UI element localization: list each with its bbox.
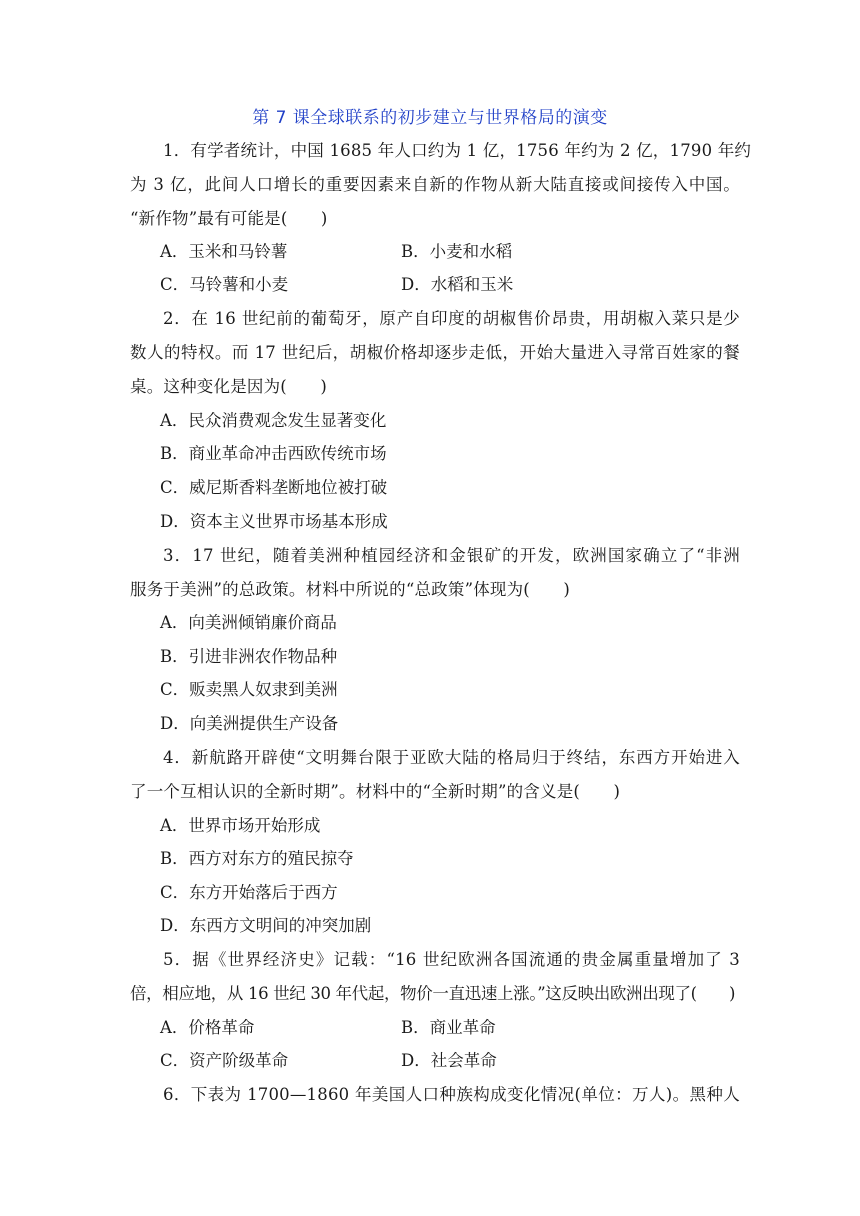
question-1-line-2: 为 3 亿，此间人口增长的重要因素来自新的作物从新大陆直接或间接传入中国。	[130, 175, 740, 194]
lesson-title: 第 7 课全球联系的初步建立与世界格局的演变	[252, 108, 608, 128]
question-2-option-c[interactable]: C．威尼斯香料垄断地位被打破	[160, 478, 388, 497]
question-4-option-b[interactable]: B．西方对东方的殖民掠夺	[160, 849, 354, 868]
question-2-line-1: 2．在 16 世纪前的葡萄牙，原产自印度的胡椒售价昂贵，用胡椒入菜只是少	[163, 309, 740, 328]
question-5-line-1: 5．据《世界经济史》记载：“16 世纪欧洲各国流通的贵金属重量增加了 3	[163, 950, 740, 969]
question-1-option-c[interactable]: C．马铃薯和小麦	[160, 275, 289, 294]
question-5-option-d[interactable]: D．社会革命	[401, 1051, 497, 1070]
question-5-option-a[interactable]: A．价格革命	[160, 1018, 255, 1037]
question-1-option-b[interactable]: B．小麦和水稻	[401, 242, 513, 261]
question-3-option-c[interactable]: C．贩卖黑人奴隶到美洲	[160, 680, 338, 699]
question-2-option-d[interactable]: D．资本主义世界市场基本形成	[160, 512, 388, 531]
question-3-option-d[interactable]: D．向美洲提供生产设备	[160, 714, 339, 733]
question-1-line-3: “新作物”最有可能是( )	[130, 209, 328, 228]
question-4-line-2: 了一个互相认识的全新时期”。材料中的“全新时期”的含义是( )	[130, 782, 621, 801]
question-1-line-1: 1．有学者统计，中国 1685 年人口约为 1 亿，1756 年约为 2 亿，1790 年约	[163, 141, 752, 160]
question-2-line-3: 桌。这种变化是因为( )	[130, 377, 327, 396]
question-4-line-1: 4．新航路开辟使“文明舞台限于亚欧大陆的格局归于终结，东西方开始进入	[163, 748, 740, 767]
question-4-option-d[interactable]: D．东西方文明间的冲突加剧	[160, 916, 372, 935]
question-5-line-2: 倍，相应地，从 16 世纪 30 年代起，物价一直迅速上涨。”这反映出欧洲出现了( )	[130, 984, 736, 1003]
question-2-option-b[interactable]: B．商业革命冲击西欧传统市场	[160, 444, 387, 463]
question-6-line-1: 6．下表为 1700—1860 年美国人口种族构成变化情况(单位：万人)。黑种人	[163, 1085, 740, 1104]
question-2-line-2: 数人的特权。而 17 世纪后，胡椒价格却逐步走低，开始大量进入寻常百姓家的餐	[130, 343, 740, 362]
question-4-option-c[interactable]: C．东方开始落后于西方	[160, 883, 338, 902]
question-3-option-a[interactable]: A．向美洲倾销廉价商品	[160, 613, 337, 632]
question-3-option-b[interactable]: B．引进非洲农作物品种	[160, 647, 338, 666]
question-4-option-a[interactable]: A．世界市场开始形成	[160, 816, 321, 835]
question-5-option-c[interactable]: C．资产阶级革命	[160, 1051, 289, 1070]
question-1-option-d[interactable]: D．水稻和玉米	[401, 275, 514, 294]
question-2-option-a[interactable]: A．民众消费观念发生显著变化	[160, 411, 387, 430]
question-3-line-2: 服务于美洲”的总政策。材料中所说的“总政策”体现为( )	[130, 580, 570, 599]
question-5-option-b[interactable]: B．商业革命	[401, 1018, 496, 1037]
question-3-line-1: 3．17 世纪，随着美洲种植园经济和金银矿的开发，欧洲国家确立了“非洲	[163, 546, 740, 565]
question-1-option-a[interactable]: A．玉米和马铃薯	[160, 242, 288, 261]
